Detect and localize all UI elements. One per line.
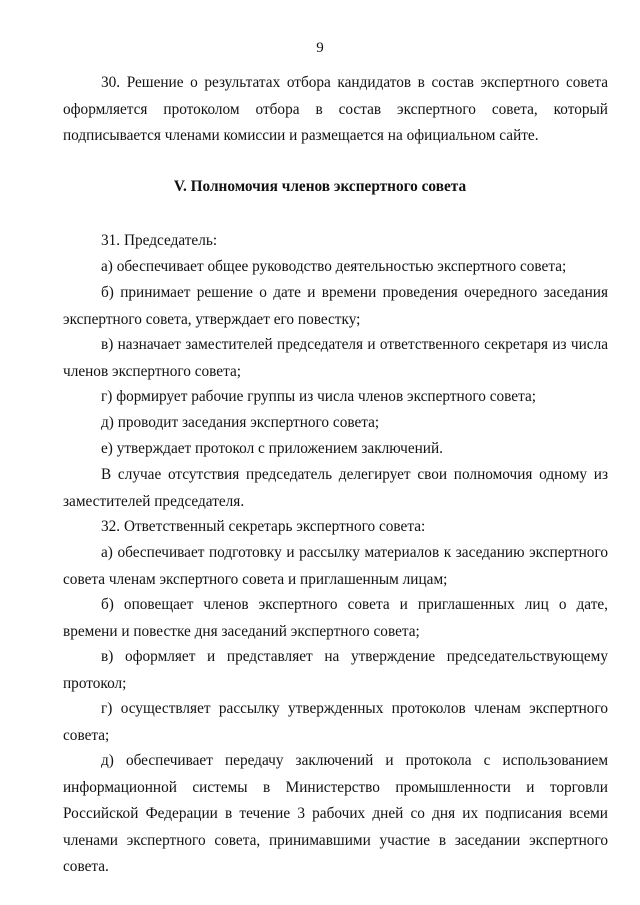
paragraph-31-a: а) обеспечивает общее руководство деятельностью экспертного совета; xyxy=(101,258,567,275)
paragraph-32: 32. Ответственный секретарь экспертного совета: xyxy=(101,518,426,535)
page-number: 9 xyxy=(316,40,324,56)
paragraph-32-g: г) осуществляет рассылку утвержденных протоколов членам экспертного совета; xyxy=(63,700,608,744)
paragraph-31-absence: В случае отсутствия председатель делегирует свои полномочия одному из заместителей председателя. xyxy=(63,466,608,510)
paragraph-32-v: в) оформляет и представляет на утверждение председательствующему протокол; xyxy=(63,648,608,692)
paragraph-31-b: б) принимает решение о дате и времени проведения очередного заседания экспертного совета, утверждает его повестку; xyxy=(63,284,608,328)
paragraph-31: 31. Председатель: xyxy=(101,232,218,249)
paragraph-31-d: д) проводит заседания экспертного совета; xyxy=(101,414,380,431)
paragraph-32-a: а) обеспечивает подготовку и рассылку материалов к заседанию экспертного совета членам экспертного совета и приглашенным лицам; xyxy=(63,544,608,588)
section-heading: V. Полномочия членов экспертного совета xyxy=(173,178,467,195)
paragraph-32-b: б) оповещает членов экспертного совета и приглашенных лиц о дате, времени и повестке дня заседаний экспертного совета; xyxy=(63,596,608,640)
paragraph-32-d: д) обеспечивает передачу заключений и протокола с использованием информационной системы в Министерство промышленности и торговли Российской Федерации в течение 3 рабочих дней со дня их подписания всеми членами экспертного совета, принимавшими участие в заседании экспертного совета. xyxy=(63,752,608,875)
paragraph-31-e: е) утверждает протокол с приложением заключений. xyxy=(101,440,443,457)
paragraph-30: 30. Решение о результатах отбора кандидатов в состав экспертного совета оформляется протоколом отбора в состав экспертного совета, который подписывается членами комиссии и размещается на официальном сайте. xyxy=(63,74,608,144)
paragraph-31-v: в) назначает заместителей председателя и ответственного секретаря из числа членов экспертного совета; xyxy=(63,336,608,380)
paragraph-31-g: г) формирует рабочие группы из числа членов экспертного совета; xyxy=(101,388,536,405)
